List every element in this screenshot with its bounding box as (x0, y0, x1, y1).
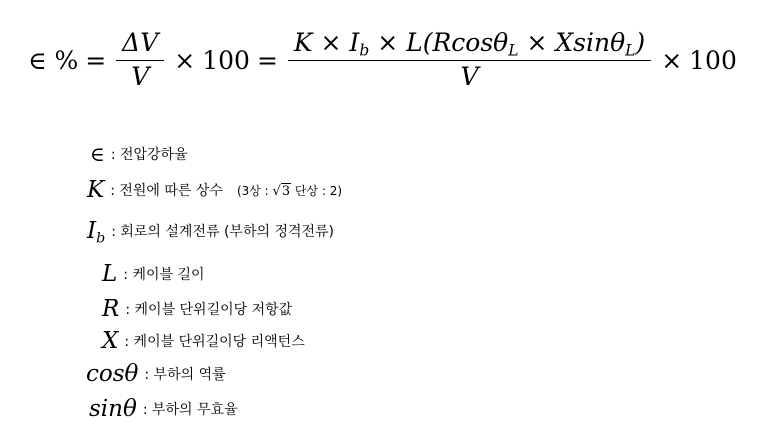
numerator-sub-b: b (359, 41, 370, 60)
formula-hundred-1: 100 (202, 45, 250, 75)
sqrt-radicand: 3 (281, 183, 291, 199)
numerator-part-c: × L(Rcosθ (369, 27, 509, 57)
legend-row-epsilon (90, 140, 188, 168)
numerator-part-g: ) (635, 27, 646, 57)
legend-desc-l: : 케이블 길이 (123, 267, 205, 283)
formula-times-2: × (661, 45, 683, 75)
legend-symbol-k: K (87, 177, 105, 203)
legend-desc-epsilon: : 전압강하율 (110, 147, 188, 163)
formula-equals-1: = (85, 45, 107, 75)
numerator-sub-l-1: L (508, 41, 519, 60)
legend-row-l (102, 259, 205, 289)
numerator-part-e: × Xsinθ (518, 27, 626, 57)
fraction-1-numerator: ΔV (122, 27, 159, 57)
formula-times-1: × (174, 45, 196, 75)
formula-lhs: ∈ % (28, 45, 79, 75)
legend-row-cos (86, 359, 226, 389)
legend-row-x (102, 327, 305, 355)
symbol-sub-b: b (96, 230, 106, 247)
note-prefix: (3상 : (236, 183, 273, 198)
legend-symbol-cos: cosθ (86, 361, 139, 387)
legend-desc-cos: : 부하의 역률 (144, 367, 226, 383)
fraction-2-denominator: V (288, 60, 651, 92)
legend-desc-sin: : 부하의 무효율 (142, 402, 238, 418)
formula-equals-2: = (256, 45, 278, 75)
legend-desc-r: : 케이블 단위길이당 저항값 (125, 302, 293, 318)
legend-row-r (102, 295, 292, 323)
legend-desc-x: : 케이블 단위길이당 리액턴스 (124, 334, 305, 350)
legend-desc-k: : 전원에 따른 상수 (110, 183, 223, 199)
numerator-part-a: K × I (293, 27, 360, 57)
formula-hundred-2: 100 (689, 45, 737, 75)
legend-symbol-ib (87, 218, 106, 247)
legend-symbol-sin: sinθ (89, 396, 137, 422)
legend-symbol-x: X (102, 328, 119, 354)
legend-note-k (237, 182, 342, 199)
legend-row-sin (89, 394, 238, 424)
legend-row-k (87, 175, 342, 205)
symbol-i: I (87, 218, 97, 244)
fraction-1-denominator: V (116, 60, 164, 92)
numerator-sub-l-2: L (625, 41, 636, 60)
legend-symbol-r: R (102, 296, 120, 322)
legend-symbol-l: L (102, 261, 118, 287)
sqrt-three: √3 (272, 183, 291, 199)
note-suffix: 단상 : 2) (291, 183, 343, 198)
legend-desc-ib: : 회로의 설계전류 (부하의 정격전류) (111, 224, 334, 240)
legend-row-ib (87, 215, 334, 247)
legend-symbol-epsilon: ∈ (90, 142, 105, 166)
